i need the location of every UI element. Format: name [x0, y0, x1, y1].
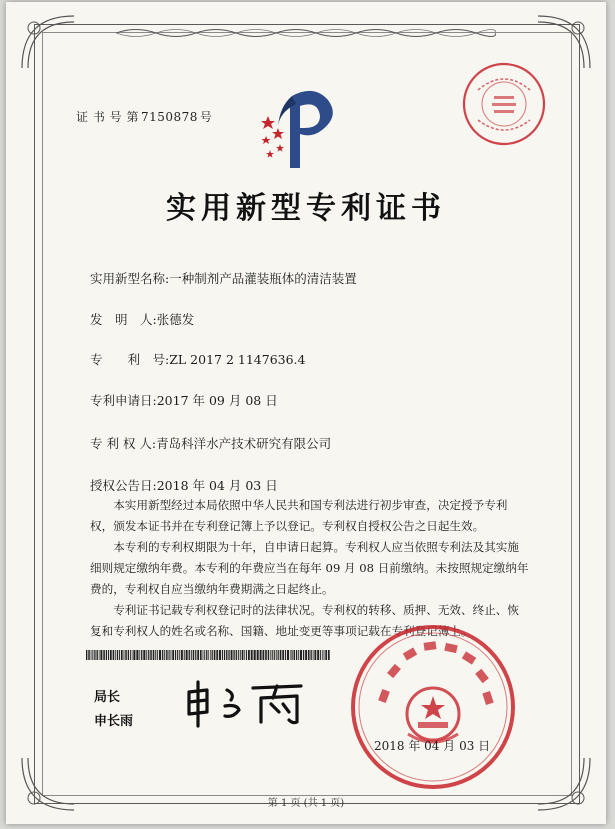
certificate-title: 实用新型专利证书: [166, 191, 446, 226]
barcode-bar: [200, 650, 202, 660]
barcode-bar: [164, 650, 165, 660]
barcode-bar: [242, 650, 244, 660]
barcode-bar: [103, 650, 105, 660]
barcode-bar: [246, 650, 247, 660]
barcode-bar: [195, 650, 196, 660]
barcode-bar: [294, 650, 296, 660]
barcode-bar: [238, 650, 239, 660]
barcode-bar: [324, 650, 325, 660]
barcode-bar: [110, 650, 112, 660]
barcode-bar: [146, 650, 147, 660]
certificate-sheet: [6, 2, 606, 824]
barcode-bar: [94, 650, 95, 660]
barcode-bar: [193, 650, 195, 660]
barcode-bar: [214, 650, 216, 660]
barcode-bar: [274, 650, 275, 660]
barcode-bar: [155, 650, 156, 660]
barcode-bar: [169, 650, 170, 660]
barcode-bar: [231, 650, 233, 660]
barcode-bar: [191, 650, 192, 660]
barcode-bar: [91, 650, 92, 660]
barcode-bar: [248, 650, 250, 660]
certificate-number: [76, 108, 214, 125]
barcode-bar: [233, 650, 234, 660]
barcode-bar: [92, 650, 93, 660]
barcode-bar: [124, 650, 125, 660]
barcode-bar: [125, 650, 127, 660]
barcode-bar: [270, 650, 271, 660]
barcode-bar: [276, 650, 277, 660]
barcode-bar: [251, 650, 253, 660]
barcode-bar: [96, 650, 97, 660]
filing-date-row: [90, 391, 278, 409]
certificate-number-label: 证 书 号 第: [76, 110, 139, 124]
barcode-bar: [244, 650, 245, 660]
barcode-bar: [106, 650, 107, 660]
director-name: 申长雨: [94, 714, 134, 729]
body-paragraph-grant: 本实用新型经过本局依照中华人民共和国专利法进行初步审查，决定授予专利权，颁发本证书并在专利登记簿上予以登记。专利权自授权公告之日起生效。: [90, 498, 508, 533]
barcode-bar: [320, 650, 321, 660]
seal-date: 2018 年 04 月 03 日: [374, 739, 491, 753]
barcode-bar: [99, 650, 100, 660]
barcode-bar: [240, 650, 241, 660]
patentee-row: [90, 434, 331, 452]
barcode-bar: [197, 650, 199, 660]
patent-office-logo-icon: [256, 82, 346, 172]
barcode-bar: [166, 650, 167, 660]
utility-model-name-row: [90, 269, 357, 287]
certificate-body: [90, 495, 530, 642]
barcode-bar: [141, 650, 142, 660]
barcode-bar: [130, 650, 131, 660]
barcode-bar: [113, 650, 115, 660]
barcode-bar: [313, 650, 314, 660]
barcode-bar: [100, 650, 102, 660]
patent-number-label: 专 利 号:: [90, 352, 170, 367]
barcode-bar: [179, 650, 180, 660]
barcode-bar: [186, 650, 188, 660]
barcode-bar: [189, 650, 190, 660]
barcode-bar: [226, 650, 227, 660]
utility-model-name-value: 一种制剂产品灌装瓶体的清洁装置: [169, 271, 357, 286]
barcode-bar: [157, 650, 158, 660]
barcode-bar: [224, 650, 225, 660]
barcode-bar: [305, 650, 307, 660]
barcode-bar: [208, 650, 209, 660]
barcode-bar: [268, 650, 269, 660]
director-title: 局长: [94, 690, 121, 705]
grant-date-value: 2018 年 04 月 03 日: [156, 478, 278, 493]
certificate-number-value: 7150878: [140, 110, 198, 124]
barcode-bar: [254, 650, 256, 660]
barcode-bar: [121, 650, 123, 660]
barcode-bar: [291, 650, 292, 660]
page-number: 第 1 页 (共 1 页): [267, 798, 345, 809]
grant-date-label: 授权公告日:: [90, 478, 157, 493]
barcode-bar: [132, 650, 133, 660]
barcode-bar: [108, 650, 109, 660]
inventor-row: [90, 310, 194, 328]
barcode-bar: [203, 650, 204, 660]
barcode-bar: [272, 650, 273, 660]
barcode-bar: [298, 650, 299, 660]
body-paragraph-term: 本专利的专利权期限为十年，自申请日起算。专利权人应当依照专利法及其实施细则规定缴纳年费。本专利的年费应当在每年 09 月 08 日前缴纳。未按照规定缴纳年费的，专利权自应当缴纳年费期满之日起终止。: [90, 540, 529, 596]
national-ip-office-seal: [348, 622, 518, 792]
barcode-bar: [150, 650, 151, 660]
barcode-bar: [310, 650, 311, 660]
barcode-bar: [177, 650, 178, 660]
barcode-bar: [280, 650, 282, 660]
patentee-value: 青岛科洋水产技术研究有限公司: [156, 436, 332, 451]
inventor-value: 张德发: [156, 312, 195, 327]
filing-date-value: 2017 年 09 月 08 日: [156, 393, 278, 408]
barcode-bar: [133, 650, 135, 660]
barcode-bar: [159, 650, 161, 660]
barcode-bar: [278, 650, 279, 660]
agency-stamp: [460, 60, 548, 148]
barcode-bar: [86, 650, 87, 660]
patent-number-row: [90, 350, 306, 368]
barcode-bar: [265, 650, 267, 660]
barcode-bar: [328, 650, 330, 660]
barcode-bar: [282, 650, 284, 660]
barcode-bar: [322, 650, 323, 660]
barcode-bar: [257, 650, 259, 660]
barcode-bar: [262, 650, 264, 660]
barcode-bar: [128, 650, 129, 660]
handwritten-signature: [181, 678, 321, 730]
barcode-bar: [303, 650, 304, 660]
barcode-bar: [148, 650, 149, 660]
barcode-bar: [153, 650, 155, 660]
barcode-bar: [285, 650, 286, 660]
inventor-label: 发 明 人:: [90, 312, 157, 327]
barcode-bar: [136, 650, 138, 660]
barcode-bar: [206, 650, 207, 660]
barcode-bar: [119, 650, 120, 660]
barcode-bar: [314, 650, 316, 660]
grant-date-row: [90, 476, 278, 494]
barcode-bar: [219, 650, 221, 660]
barcode-bar: [139, 650, 140, 660]
barcode-bar: [204, 650, 205, 660]
barcode-bar: [171, 650, 172, 660]
decorative-top-band: [116, 26, 496, 40]
barcode-bar: [308, 650, 310, 660]
barcode-bar: [184, 650, 185, 660]
barcode-bar: [162, 650, 163, 660]
barcode-bar: [236, 650, 237, 660]
barcode-bar: [143, 650, 145, 660]
barcode-bar: [88, 650, 90, 660]
body-paragraph-legal-status: 专利证书记载专利权登记时的法律状况。专利权的转移、质押、无效、终止、恢复和专利权人的姓名或名称、国籍、地址变更等事项记载在专利登记簿上。: [90, 603, 519, 638]
patentee-label: 专 利 权 人:: [90, 436, 157, 451]
barcode-bar: [212, 650, 213, 660]
barcode-bar: [317, 650, 319, 660]
corner-ornament-top-left: [18, 12, 78, 72]
barcode-bar: [115, 650, 116, 660]
barcode-bar: [175, 650, 176, 660]
barcode-bar: [181, 650, 183, 660]
barcode-bar: [287, 650, 289, 660]
barcode-bar: [300, 650, 302, 660]
barcode-bar: [290, 650, 291, 660]
patent-number-value: ZL 2017 2 1147636.4: [169, 352, 306, 367]
barcode-bar: [117, 650, 118, 660]
barcode-bar: [222, 650, 223, 660]
barcode-bar: [210, 650, 211, 660]
barcode-bar: [228, 650, 229, 660]
barcode-bar: [296, 650, 297, 660]
filing-date-label: 专利申请日:: [90, 393, 157, 408]
barcode-bar: [260, 650, 262, 660]
utility-model-name-label: 实用新型名称:: [90, 271, 170, 286]
barcode-bar: [216, 650, 218, 660]
barcode-bar: [325, 650, 327, 660]
barcode: [86, 650, 332, 660]
certificate-number-suffix: 号: [199, 110, 213, 124]
barcode-bar: [172, 650, 174, 660]
